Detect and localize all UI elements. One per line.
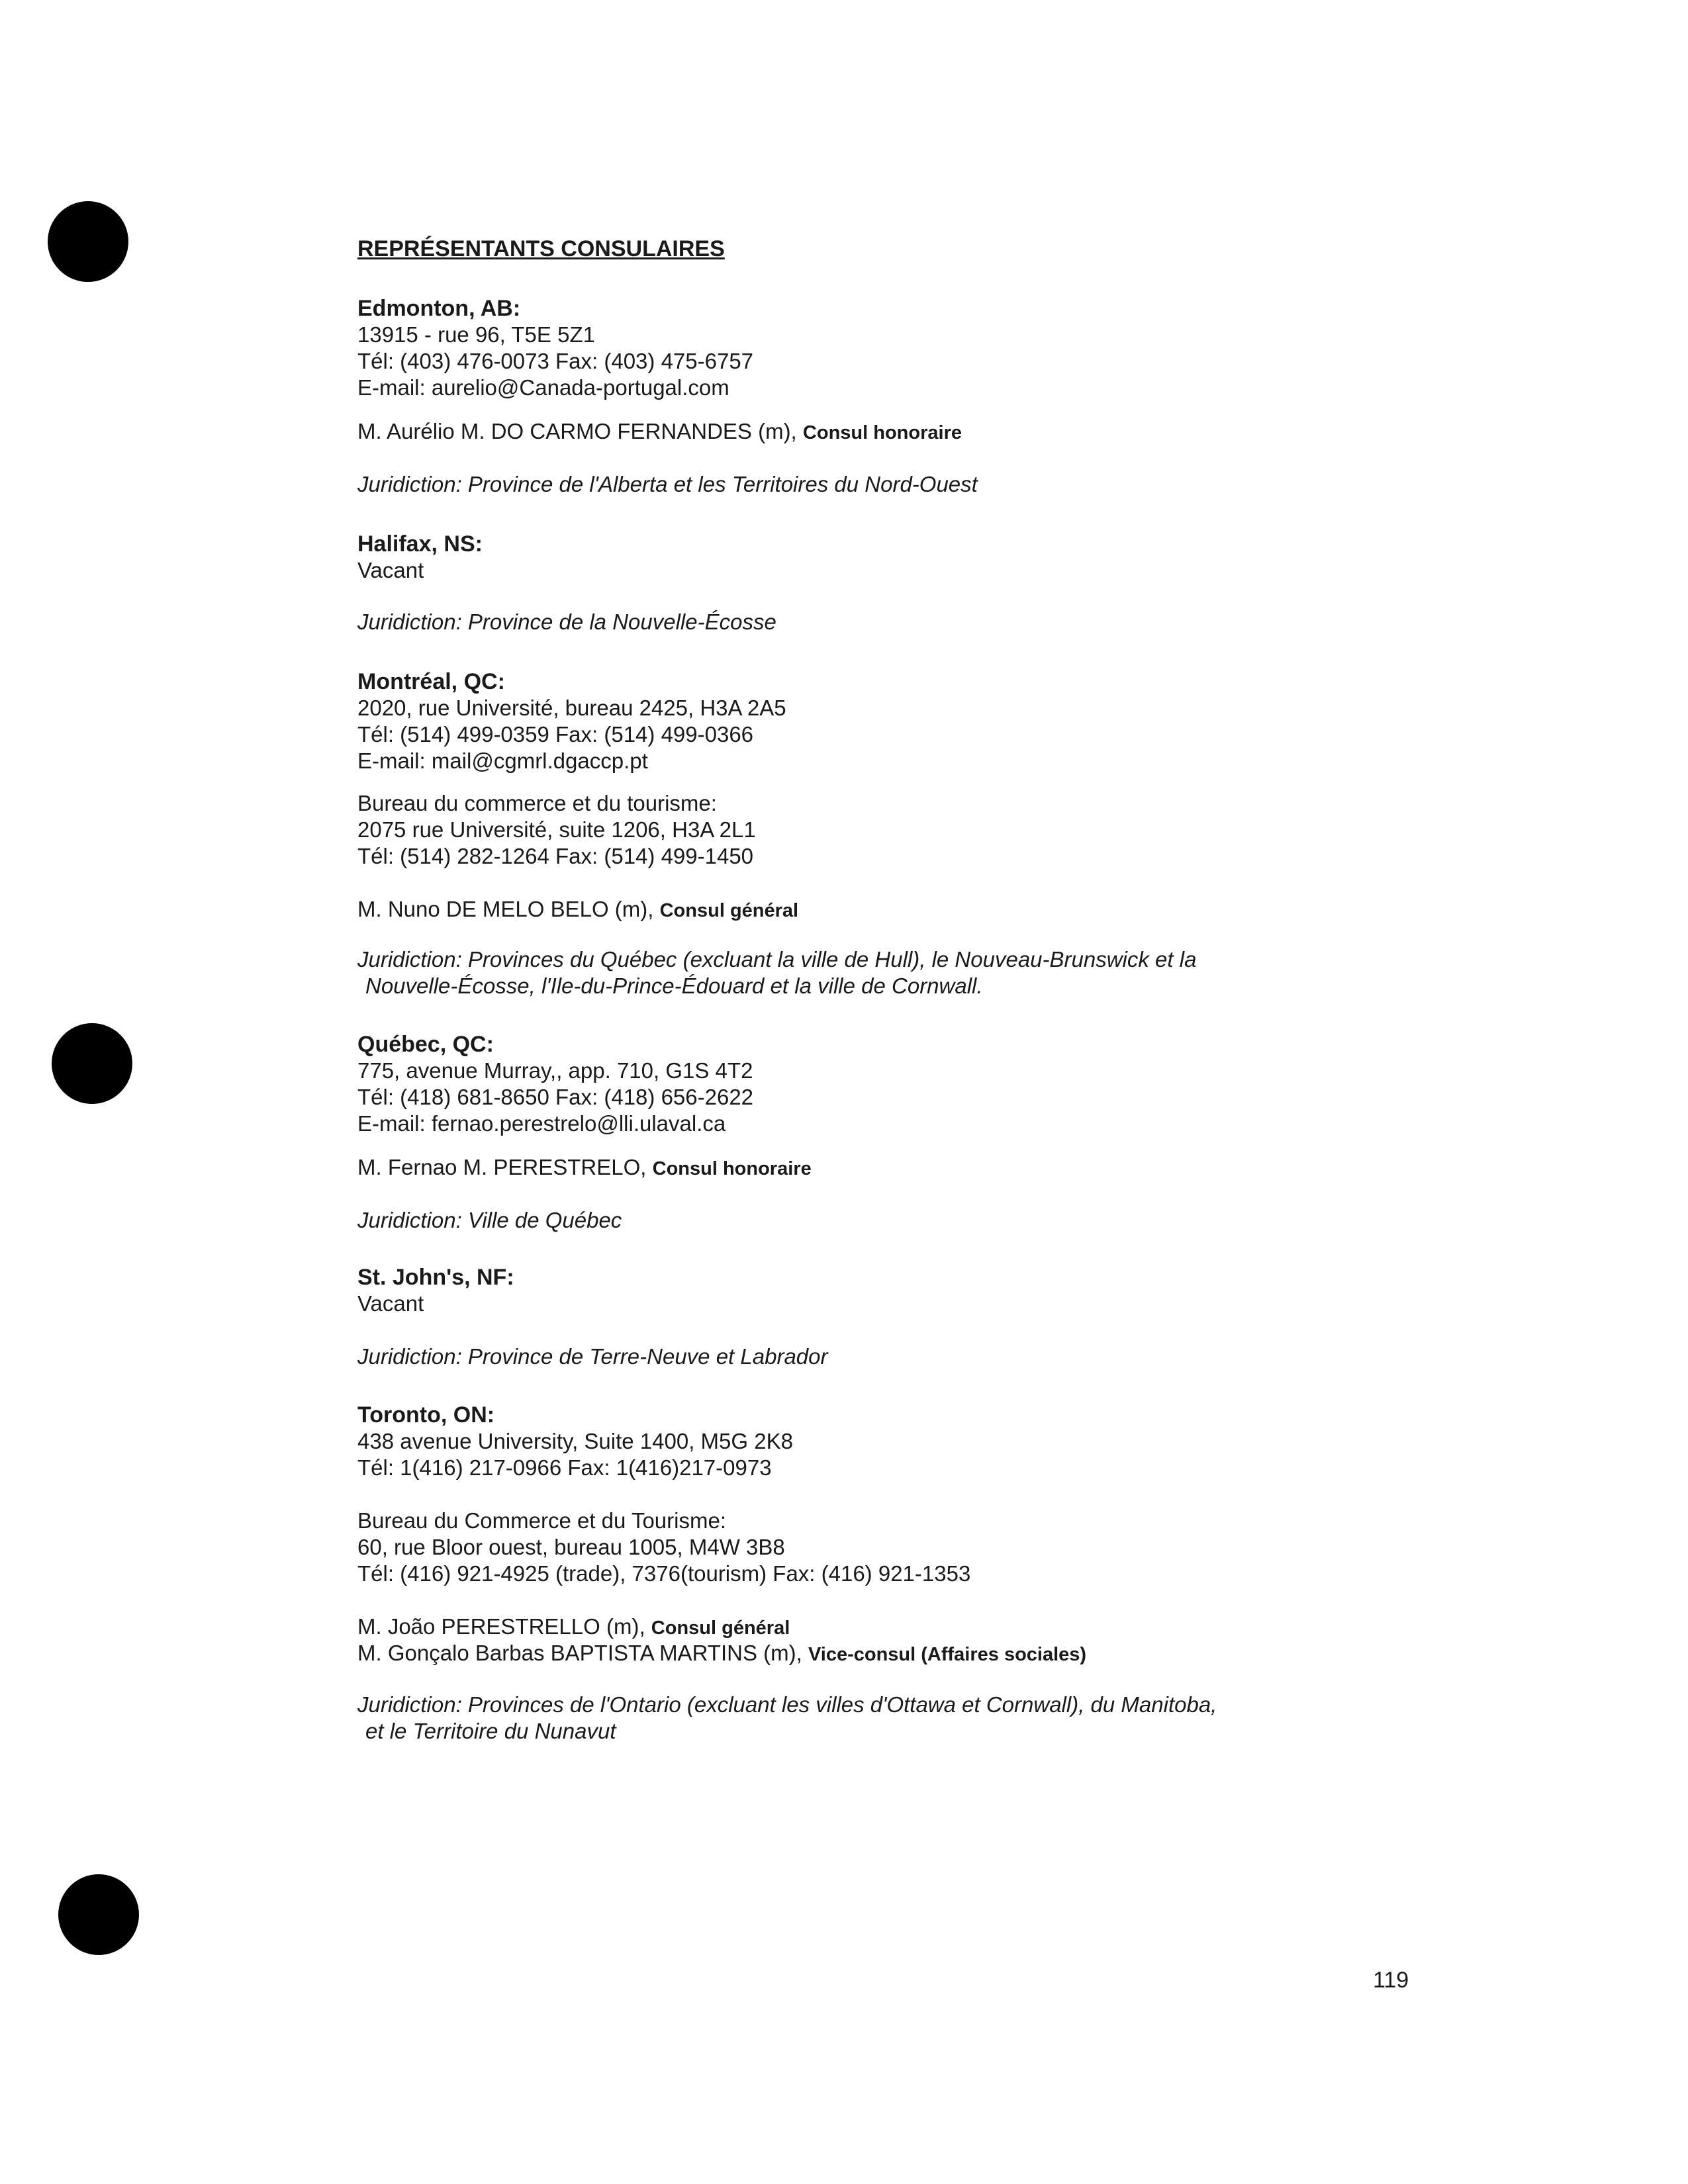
edmonton-person [357,418,962,446]
toronto-person-2 [357,1640,1086,1668]
jurisdiction-label: Juridiction: [357,1692,462,1717]
toronto-person-1-title: Consul général [651,1617,790,1639]
quebec-person-title: Consul honoraire [652,1158,812,1179]
montreal-jurisdiction-line1 [357,946,1196,973]
montreal-bureau-address: 2075 rue Université, suite 1206, H3A 2L1 [357,817,756,842]
montreal-person-name: M. Nuno DE MELO BELO (m), [357,897,654,921]
jurisdiction-text: Provinces de l'Ontario (excluant les villes d'Ottawa et Cornwall), du Manitoba, [467,1692,1217,1717]
edmonton-person-name: M. Aurélio M. DO CARMO FERNANDES (m), [357,419,797,443]
edmonton-email: E-mail: aurelio@Canada-portugal.com [357,375,729,400]
jurisdiction-text: Province de Terre-Neuve et Labrador [467,1344,828,1369]
toronto-jurisdiction-line2: et le Territoire du Nunavut [365,1719,616,1743]
toronto-person-2-name: M. Gonçalo Barbas BAPTISTA MARTINS (m), [357,1641,802,1665]
jurisdiction-text: Province de la Nouvelle-Écosse [467,610,776,634]
montreal-tel: Tél: (514) 499-0359 Fax: (514) 499-0366 [357,722,754,747]
city-st-johns: St. John's, NF: [357,1265,514,1290]
montreal-email: E-mail: mail@cgmrl.dgaccp.pt [357,749,648,773]
binder-hole-bottom [58,1874,139,1955]
jurisdiction-label: Juridiction: [357,1344,462,1369]
jurisdiction-text: Province de l'Alberta et les Territoires du Nord-Ouest [467,472,978,496]
toronto-person-2-title: Vice-consul (Affaires sociales) [808,1644,1087,1665]
quebec-address: 775, avenue Murray,, app. 710, G1S 4T2 [357,1058,753,1083]
jurisdiction-label: Juridiction: [357,1208,462,1232]
st-johns-jurisdiction [357,1343,828,1370]
st-johns-status: Vacant [357,1291,424,1316]
jurisdiction-text: Provinces du Québec (excluant la ville de Hull), le Nouveau-Brunswick et la [467,947,1197,972]
toronto-tel: Tél: 1(416) 217-0966 Fax: 1(416)217-0973 [357,1455,772,1480]
montreal-person-title: Consul général [659,900,799,921]
jurisdiction-label: Juridiction: [357,610,462,634]
quebec-email: E-mail: fernao.perestrelo@lli.ulaval.ca [357,1111,726,1136]
city-quebec: Québec, QC: [357,1032,494,1057]
toronto-bureau-address: 60, rue Bloor ouest, bureau 1005, M4W 3B8 [357,1535,785,1559]
edmonton-jurisdiction [357,471,978,498]
toronto-person-1-name: M. João PERESTRELLO (m), [357,1614,645,1639]
montreal-bureau-tel: Tél: (514) 282-1264 Fax: (514) 499-1450 [357,844,754,868]
quebec-person [357,1154,812,1182]
page-number: 119 [1373,1968,1409,1993]
toronto-bureau-tel: Tél: (416) 921-4925 (trade), 7376(tourism) Fax: (416) 921-1353 [357,1561,971,1586]
quebec-jurisdiction [357,1207,622,1234]
quebec-tel: Tél: (418) 681-8650 Fax: (418) 656-2622 [357,1085,754,1109]
halifax-status: Vacant [357,558,424,582]
toronto-person-1 [357,1614,790,1641]
toronto-jurisdiction-line1 [357,1692,1217,1718]
montreal-bureau-label: Bureau du commerce et du tourisme: [357,791,717,815]
binder-hole-middle [52,1023,132,1104]
edmonton-person-title: Consul honoraire [802,422,962,443]
toronto-address: 438 avenue University, Suite 1400, M5G 2K8 [357,1429,793,1453]
jurisdiction-label: Juridiction: [357,472,462,496]
edmonton-tel: Tél: (403) 476-0073 Fax: (403) 475-6757 [357,349,754,373]
jurisdiction-text: Ville de Québec [467,1208,622,1232]
quebec-person-name: M. Fernao M. PERESTRELO, [357,1155,647,1179]
edmonton-address: 13915 - rue 96, T5E 5Z1 [357,322,595,347]
montreal-jurisdiction-line2: Nouvelle-Écosse, l'Ile-du-Prince-Édouard et la ville de Cornwall. [365,974,983,998]
binder-hole-top [48,201,128,282]
city-toronto: Toronto, ON: [357,1402,495,1428]
city-halifax: Halifax, NS: [357,531,483,557]
city-montreal: Montréal, QC: [357,669,505,694]
halifax-jurisdiction [357,609,776,635]
montreal-address: 2020, rue Université, bureau 2425, H3A 2A5 [357,696,786,720]
city-edmonton: Edmonton, AB: [357,296,521,321]
montreal-person [357,896,798,924]
jurisdiction-label: Juridiction: [357,947,462,972]
toronto-bureau-label: Bureau du Commerce et du Tourisme: [357,1508,726,1533]
section-heading: REPRÉSENTANTS CONSULAIRES [357,236,725,261]
